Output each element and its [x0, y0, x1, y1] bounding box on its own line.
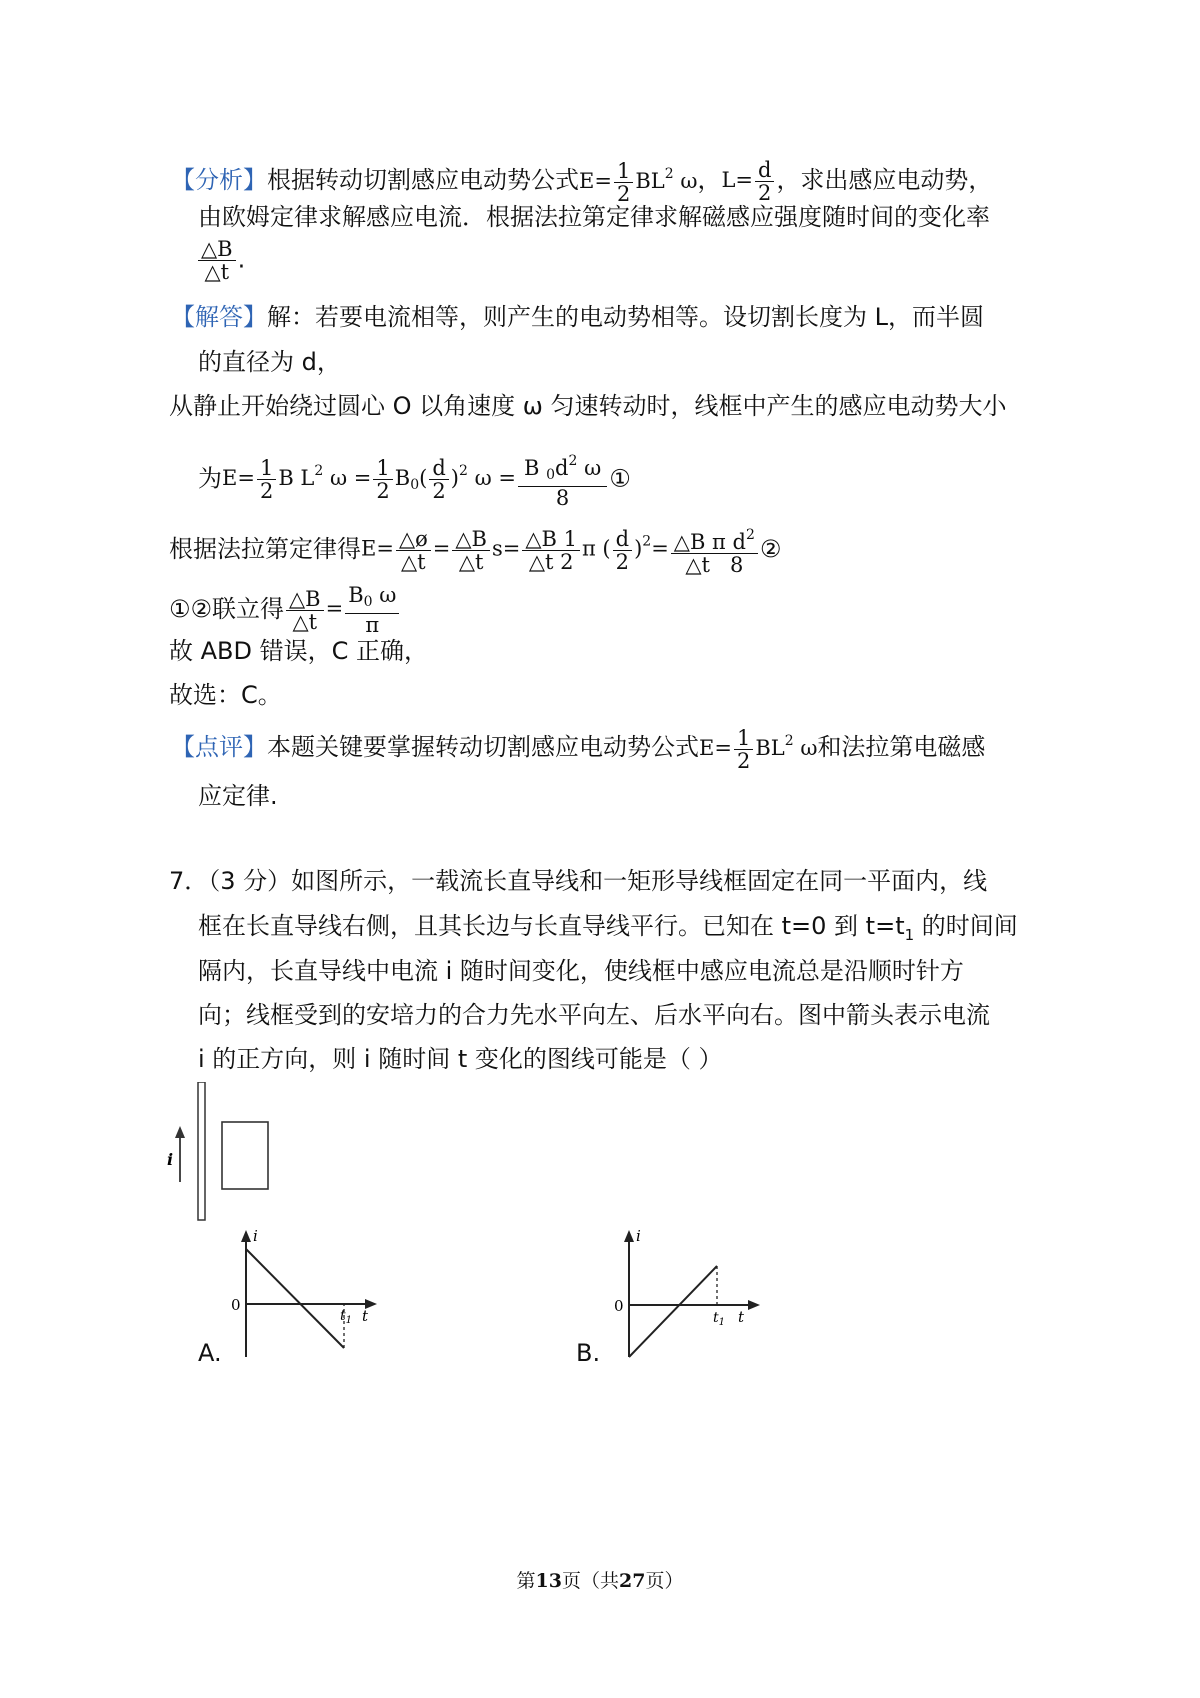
wire-loop-figure [160, 1082, 290, 1222]
current-label: i [167, 1150, 174, 1169]
comment-line-2: 应定律. [198, 782, 278, 810]
t-axis-arrow-icon [748, 1300, 760, 1310]
option-a-label: A. [198, 1339, 222, 1367]
length-formula: L= $\frac{d}{2}$ [721, 159, 776, 204]
analysis-line-2: 由欧姆定律求解感应电流．根据法拉第定律求解磁感应强度随时间的变化率 [198, 203, 990, 231]
origin-label: 0 [231, 1296, 241, 1314]
solution-line-5: 根据法拉第定律得E= $\frac{\triangle ø}{\triangle t}$ = $\frac{\triangle B}{\triangle t}$ s= $\frac{\triangle B 1}{\triangle t 2}$ π ( $\frac{d}{2}$ )$^2$= $\frac{\triangle B \pi d^2}{\triangle t 8}$ ② [169, 524, 781, 576]
i-axis-arrow-icon [624, 1230, 634, 1242]
rectangular-loop [222, 1122, 268, 1189]
question-line-1: 7．（3 分）如图所示，一载流长直导线和一矩形导线框固定在同一平面内，线 [169, 867, 988, 895]
option-a-graph [222, 1224, 387, 1370]
option-b-label: B. [576, 1339, 601, 1367]
solution-line-3: 从静止开始绕过圆心 O 以角速度 ω 匀速转动时，线框中产生的感应电动势大小 [169, 392, 1007, 420]
analysis-tag: 【分析】 [171, 166, 267, 194]
circle-number-2: ② [759, 535, 782, 563]
analysis-line-1: 【分析】根据转动切割感应电动势公式E= $\frac{1}{2}$ $BL^2$ ω，L= $\frac{d}{2}$ ，求出感应电动势， [171, 157, 993, 206]
i-axis-label: i [253, 1227, 258, 1245]
solution-line-6: ①②联立得 $\frac{\triangle B}{\triangle t}$ = $\frac{B_0 \omega}{\pi}$ [169, 584, 401, 636]
solution-line-2: 的直径为 d， [198, 348, 341, 376]
comment-line-1: 【点评】本题关键要掌握转动切割感应电动势公式E= $\frac{1}{2}$ $BL^2$ ω和法拉第电磁感 [171, 726, 986, 773]
origin-label: 0 [614, 1297, 624, 1315]
total-page-count: 27 [619, 1570, 646, 1592]
emf-formula: E= $\frac{1}{2}$ $BL^2$ ω [579, 159, 698, 206]
question-line-5: i 的正方向，则 i 随时间 t 变化的图线可能是（ ） [198, 1045, 723, 1073]
analysis-line-3: $\frac{\triangle B}{\triangle t}$ . [196, 238, 245, 283]
emf-derivation: E= $\frac{1}{2}$ B $L^2$ ω = $\frac{1}{2}$ $B_0$( $\frac{d}{2}$ )$^2$ ω = $\frac{B _0d^2 \omega}{8}$ [222, 450, 609, 509]
t-axis-label: t [362, 1307, 369, 1325]
circle-number-1: ① [609, 464, 631, 493]
t-axis-label: t [738, 1308, 745, 1326]
solution-line-7: 故 ABD 错误，C 正确， [169, 637, 429, 665]
solution-line-4: 为E= $\frac{1}{2}$ B $L^2$ ω = $\frac{1}{2}$ $B_0$( $\frac{d}{2}$ )$^2$ ω = $\frac{B _0d^2 \omega}{8}$ ① [198, 450, 631, 509]
question-line-4: 向；线框受到的安培力的合力先水平向左、后水平向右。图中箭头表示电流 [198, 1001, 990, 1029]
i-axis-label: i [636, 1227, 641, 1245]
faraday-derivation: E= $\frac{\triangle ø}{\triangle t}$ = $\frac{\triangle B}{\triangle t}$ s= $\frac{\triangle B 1}{\triangle t 2}$ π ( $\frac{d}{2}$ )$^2$= $\frac{\triangle B \pi d^2}{\triangle t 8}$ [361, 524, 760, 576]
t1-label: $t_1$ [713, 1310, 726, 1328]
t1-label: $t_1$ [340, 1308, 353, 1326]
emf-formula-repeat: E= $\frac{1}{2}$ $BL^2$ ω [699, 726, 818, 773]
question-line-2: 框在长直导线右侧，且其长边与长直导线平行。已知在 t=0 到 $t=t_1$ 的时间间 [198, 912, 1018, 944]
page-footer: 第13页（共27页） [516, 1570, 684, 1592]
solution-line-8: 故选：C。 [169, 681, 282, 709]
solution-line-1: 【解答】解：若要电流相等，则产生的电动势相等。设切割长度为 L，而半圆 [171, 303, 984, 331]
current-page-number: 13 [535, 1570, 562, 1592]
option-b-graph [605, 1224, 770, 1370]
current-line-a [246, 1249, 344, 1348]
rate-fraction: $\frac{\triangle B}{\triangle t}$ [196, 238, 238, 283]
arrow-head-icon [175, 1126, 185, 1138]
question-line-3: 隔内，长直导线中电流 i 随时间变化，使线框中感应电流总是沿顺时针方 [198, 957, 964, 985]
i-axis-arrow-icon [241, 1230, 251, 1242]
solution-tag: 【解答】 [171, 303, 267, 331]
comment-tag: 【点评】 [171, 733, 267, 761]
analysis-text: 根据转动切割感应电动势公式 [267, 166, 579, 194]
combined-result: $\frac{\triangle B}{\triangle t}$ = $\frac{B_0 \omega}{\pi}$ [284, 584, 401, 636]
long-straight-wire [198, 1082, 205, 1220]
current-line-b [629, 1266, 717, 1357]
